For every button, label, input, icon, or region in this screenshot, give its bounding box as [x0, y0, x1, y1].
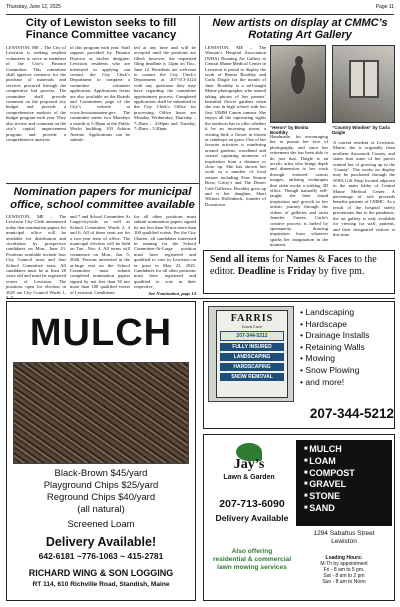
- mulch-ad-details: [7, 468, 195, 591]
- jays-hours-line: Sat - 8 am to 2 pm: [323, 573, 365, 579]
- jays-hours-line: M-Th by appointment: [320, 561, 368, 567]
- art-article-column-1: LEWISTON, ME – The Woman’s Hospital Association (WHA) Rotating Art Gallery at Central Maine Medical Center in Lewiston is proud to display the work of Bonita Boothby and Carla Daigle for the month of June. Boothby is a self-taught Maine photographer who started taking photos of her parents’ beautiful flower gardens when she was in high school with her first 35MM Canon camera. She enjoys all the captivating sights the outdoors has to offer whether it be an incoming storm, a visiting bird, a flower in bloom or raindrops on grass. One of her favorite activities is wandering around gardens, woodland and coastal capturing moments of inspiration from a distance or close up. She has shown her work in a number of local venues including Four Season Brew, Gritty’s and The Dexter Café Galleries. Boothby grew up and is her daughter, Sheri Withers Hollenbeck, founder of Downtown: [205, 45, 266, 207]
- farris-service: • Retaining Walls: [300, 342, 394, 354]
- nomination-col3-text: for all other positions must submit nomination papers signed by not less than 50 nor more than 100 qualified voters. Per the City Charter, all candidates interested in running for the School Committee-At-Large position must have registered and qualified to vote in Lewiston on or prior to May 23, 2025. Candidates for all other positions must have registered and qualified to vote in their respective: [134, 214, 196, 290]
- jays-offer-line: lawn mowing services: [217, 564, 287, 571]
- farris-service: • Snow Plowing: [300, 365, 394, 377]
- heron-figure: [291, 64, 305, 94]
- jays-delivery: Delivery Available: [215, 513, 289, 523]
- farris-sign-phone: 207-344-5212: [220, 331, 284, 341]
- page-header: [6, 4, 394, 14]
- page-number: Page 11: [375, 4, 394, 10]
- mulch-business-name: RICHARD WING & SON LOGGING: [28, 568, 174, 578]
- issue-date: Thursday, June 12, 2025: [6, 4, 61, 10]
- farris-sign-name: FARRIS: [230, 313, 274, 324]
- section-rule: [6, 183, 199, 184]
- continued-jump-link[interactable]: See Nomination, page 14: [148, 291, 196, 297]
- jays-offer-line: residential & commercial: [212, 556, 292, 563]
- finance-article-column-2: of this program each year. Staff support provided by Finance Director or his/her designee. Lewiston residents who are interested in applying can contact the City Clerk’s Department to complete a committee volunteer application. Applications forms are also available on the Boards and Committees page of the City’s website at www.lewistonmaine.gov. The committee meets two Mondays a month at 5:30pm at the Public Works building, 103 Ashton Avenue. Applications can be submit-: [70, 45, 130, 142]
- nomination-papers-headline: Nomination papers for municipal office, school committee available: [10, 186, 195, 211]
- jays-product: ■ MULCH: [304, 444, 388, 456]
- notice-part: Names: [286, 254, 316, 265]
- ads-rule: [6, 298, 395, 299]
- notice-part: for: [269, 254, 287, 265]
- jays-products-list: [296, 440, 392, 526]
- finance-committee-headline: City of Lewiston seeks to fill Finance Committee vacancy: [25, 17, 177, 41]
- notice-part: by five pm.: [316, 266, 365, 277]
- nomination-article-column-1: LEWISTON, ME – The Lewiston City Clerk announced today that nomination papers for municipal office will be available for distribution and circulation by prospective candidates on Mon., June 23. Positions available include four City Council seats and four School Committee seats. All candidates must be at least 20 years old and must be registered voters of Lewiston. The positions open for election in 2025 are City Council Wards 1, 3, 5: [6, 214, 66, 301]
- mulch-price-black-brown: Black-Brown $45/yard: [54, 468, 148, 479]
- jays-product: ■ STONE: [304, 491, 388, 503]
- farris-sign: [216, 310, 288, 398]
- jays-name: Jay’s: [233, 457, 265, 472]
- header-rule: [6, 14, 394, 15]
- column-divider: [199, 16, 200, 244]
- window-mullion: [363, 60, 365, 98]
- farris-service: • Hardscape: [300, 319, 394, 331]
- jays-lawn-garden-advertisement: [203, 434, 395, 601]
- jays-address-city: Lewiston: [331, 538, 357, 545]
- nomination-article-column-3: [134, 214, 196, 297]
- mulch-advertisement: [6, 301, 196, 601]
- jays-loading-hours: [296, 555, 392, 585]
- jays-mowing-offer: [208, 548, 296, 572]
- farris-sign-board: SNOW REMOVAL: [220, 373, 284, 381]
- mulch-natural-note: (all natural): [77, 504, 125, 515]
- notice-part: &: [315, 254, 328, 265]
- send-items-notice: [203, 250, 395, 294]
- farris-sign-board: HARDSCAPING: [220, 363, 284, 371]
- country-window-caption: “Country Window” by Carla Daigle: [332, 125, 390, 135]
- jays-product: ■ SAND: [304, 503, 388, 515]
- jays-product: ■ LOAM: [304, 456, 388, 468]
- heron-photo: [270, 45, 326, 123]
- farris-service: • Landscaping: [300, 307, 394, 319]
- country-window-painting: [332, 45, 395, 123]
- farris-service: • and more!: [300, 377, 394, 389]
- farris-sign-sub: Lawn Care: [242, 324, 262, 329]
- notice-part: Faces: [327, 254, 352, 265]
- farris-phone: 207-344-5212: [309, 406, 394, 421]
- mulch-delivery: Delivery Available!: [45, 535, 157, 549]
- finance-article-column-1: LEWISTON, ME – The City of Lewiston is seeking resident volunteers to serve as members of the City’s Finance Committee. This committee shall approve contracts for the purchase of materials and services procured through the competitive bid process. The committee shall provide comment on the proposed city budget and provide a comprehensive analysis of the budget program each year. They also review and comment on the city’s capital improvement program and provide a comprehensive analysis: [6, 45, 66, 142]
- mulch-photo: [13, 362, 189, 464]
- notice-part: Deadline: [237, 266, 276, 277]
- mulch-phones: 642-6181 ~776-1063 ~ 415-2781: [38, 551, 164, 561]
- jays-product: ■ COMPOST: [304, 468, 388, 480]
- jays-hours-line: Fri - 8 am to 5 pm.: [323, 567, 365, 573]
- notice-part: Friday: [287, 266, 317, 277]
- mulch-price-reground: Reground Chips $40/yard: [46, 492, 156, 503]
- mulch-ad-title: MULCH: [29, 312, 173, 354]
- farris-sign-board: LANDSCAPING: [220, 353, 284, 361]
- jays-subtitle: Lawn & Garden: [223, 474, 275, 481]
- jays-address: [296, 530, 392, 546]
- finance-article-column-3: ted at any time and will be accepted until the positions are filled; however, the requested filing deadline is 12pm on Thu., June 12. Residents are welcome to contact the City Clerk’s Department at 207-513-3124 with any questions they may have regarding the committee appointment process. Completed applications shall be submitted to the City Clerk’s Office for processing. Office hours are Monday, Wednesday, Thursday – 7:45am – 4:00pm and Tuesday, 7:45am – 5:30pm.: [134, 45, 196, 132]
- nomination-article-column-2: and 7 and School Committee At Large/citywide, as well as School Committee Wards 2, 4 and 6. All of these seats are for a two-year term of office. The municipal election will be held on Tue., Nov. 4. All terms will commence on Mon., Jan. 5, 2026. Persons interested in the at-large seat on the School Committee must submit completed nomination papers signed by not less than 50 nor more than 100 qualified voters of Lewiston. Candidates: [70, 214, 130, 295]
- farris-service: • Mowing: [300, 353, 394, 365]
- jays-phone: 207-713-6090: [219, 498, 285, 510]
- jays-hours-title: Loading Hours:: [325, 555, 363, 561]
- art-article-column-2: Handmade, for encouraging her to pursue her love of photography, and since her retirement she has been able to do just that. Daigle is an acrylic artist who brings depth and dimension to her work through textured canvas images, utilizing techniques that often evoke a striking 3D effect. Though naturally self-taught, she later found inspiration and growth in her artistic journey through the videos of galleries and artist Jennifer Vasees. Carla’s creative process is fueled by spontaneity, drawing inspiration from whatever sparks her imagination in the moment.: [270, 134, 328, 248]
- farris-sign-board: FULLY INSURED: [220, 343, 284, 351]
- mulch-price-playground: Playground Chips $25/yard: [43, 480, 159, 491]
- art-article-column-3: A current resident of Lewiston, Maine, she is originally from northern Aroostook County, and states that some of her pieces remind her of growing up in the ‘County’. The works on display may be purchased through the WHA Gift Shop located adjacent to the main lobby of Central Maine Medical Center. A percentage of sale proceeds benefits patients of CMMC. As a result of the hospital safety precautions due to the pandemic, the art gallery is only available for viewing for staff, patients, and their designated visitors at this time.: [333, 140, 395, 237]
- mulch-address: RT 114, 610 Richville Road, Standish, Maine: [32, 581, 170, 588]
- farris-service: • Drainage Installs: [300, 330, 394, 342]
- jays-address-street: 1294 Sabattus Street: [313, 530, 375, 537]
- farris-services-list: [300, 307, 394, 388]
- art-gallery-headline: New artists on display at CMMC’s Rotating Art Gallery: [212, 17, 388, 41]
- jays-hours-line: Sun - 8 am to Noon: [322, 579, 366, 585]
- notice-part: to the editor.: [210, 254, 377, 277]
- jays-offer-line: Also offering: [231, 548, 273, 555]
- heron-caption: “Heron” by Bonita Boothby: [270, 125, 309, 135]
- mulch-screened-loam: Screened Loam: [67, 519, 135, 530]
- jays-product: ■ GRAVEL: [304, 479, 388, 491]
- notice-part: Send all items: [210, 254, 270, 265]
- farris-sign-photo: [208, 306, 294, 402]
- notice-part: is: [275, 266, 288, 277]
- heron-head: [295, 56, 303, 66]
- farris-lawn-care-advertisement: [203, 301, 395, 429]
- jays-logo: [210, 443, 288, 487]
